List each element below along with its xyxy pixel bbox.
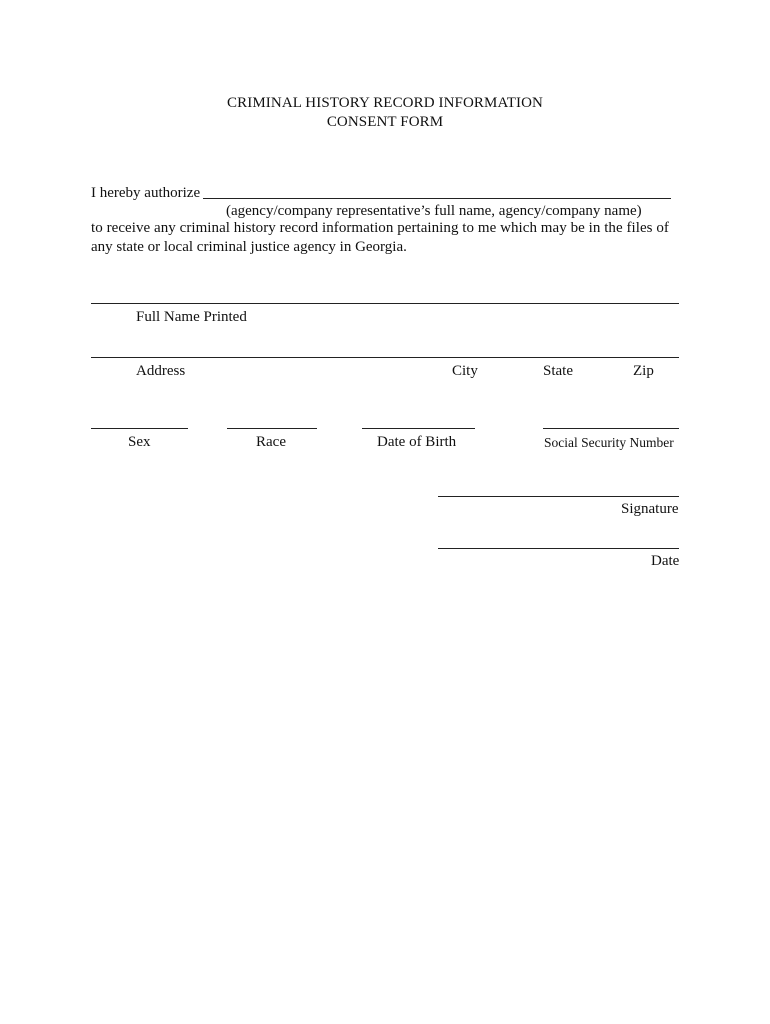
authorize-prefix: I hereby authorize: [91, 185, 201, 201]
signature-label: Signature: [621, 501, 679, 517]
race-field[interactable]: [227, 428, 317, 429]
address-label: Address: [136, 363, 186, 379]
zip-label: Zip: [633, 363, 654, 379]
date-of-birth-field[interactable]: [362, 428, 475, 429]
authorized-party-hint: (agency/company representative’s full name, agency/company name): [226, 203, 642, 219]
form-title-line2: CONSENT FORM: [326, 114, 444, 130]
race-label: Race: [256, 434, 286, 450]
body-text-line2: any state or local criminal justice agency in Georgia.: [91, 239, 407, 255]
ssn-field[interactable]: [543, 428, 679, 429]
date-label: Date: [651, 553, 680, 569]
date-of-birth-label: Date of Birth: [377, 434, 457, 450]
address-field[interactable]: [91, 357, 679, 358]
full-name-field[interactable]: [91, 303, 679, 304]
sex-field[interactable]: [91, 428, 188, 429]
date-field[interactable]: [438, 548, 679, 549]
signature-field[interactable]: [438, 496, 679, 497]
state-label: State: [543, 363, 573, 379]
sex-label: Sex: [128, 434, 151, 450]
form-title-line1: CRIMINAL HISTORY RECORD INFORMATION: [227, 95, 543, 111]
city-label: City: [452, 363, 478, 379]
authorized-party-field[interactable]: [203, 198, 671, 199]
full-name-label: Full Name Printed: [136, 309, 247, 325]
ssn-label: Social Security Number: [544, 435, 674, 450]
body-text-line1: to receive any criminal history record information pertaining to me which may be in the files of: [91, 220, 669, 236]
